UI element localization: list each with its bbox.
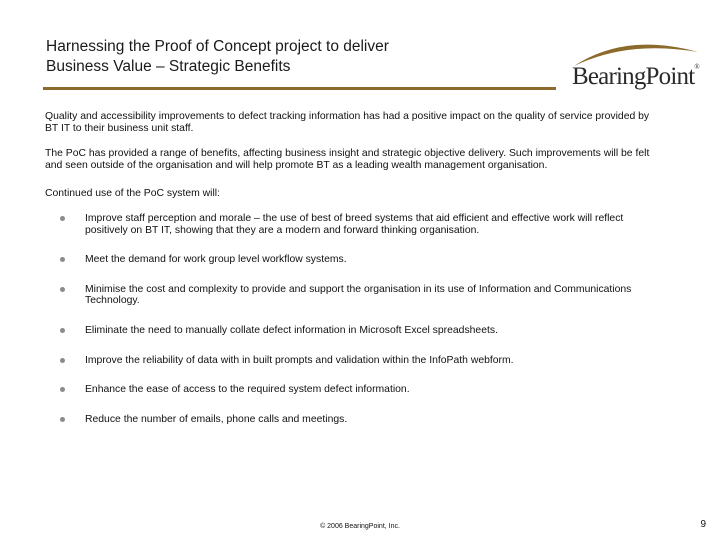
list-item xyxy=(45,414,665,426)
slide-body xyxy=(45,111,665,443)
logo-wordmark xyxy=(572,63,700,91)
bullet-icon xyxy=(60,287,65,292)
list-item xyxy=(45,213,665,236)
paragraph-continued-use: Continued use of the PoC system will: xyxy=(45,188,220,200)
list-item xyxy=(45,384,665,396)
title-line-1: Harnessing the Proof of Concept project to deliver xyxy=(46,38,389,55)
list-item xyxy=(45,325,665,337)
list-item-text: Minimise the cost and complexity to provide and support the organisation in its use of Information and Communications Technology. xyxy=(85,283,632,307)
bullet-icon xyxy=(60,387,65,392)
paragraph-benefits: The PoC has provided a range of benefits, affecting business insight and strategic objective delivery. Such improvements will be felt and seen outside of the organisation and will help promote BT as a leading wealth management organisation. xyxy=(45,148,650,171)
bullet-icon xyxy=(60,216,65,221)
list-item-text: Improve the reliability of data with in built prompts and validation within the InfoPath webform. xyxy=(85,354,514,366)
list-item-text: Eliminate the need to manually collate defect information in Microsoft Excel spreadsheets. xyxy=(85,324,498,336)
page-title xyxy=(46,37,566,77)
bearingpoint-logo xyxy=(566,38,704,98)
logo-text: BearingPoint xyxy=(572,63,695,90)
bullet-icon xyxy=(60,417,65,422)
list-item-text: Enhance the ease of access to the required system defect information. xyxy=(85,384,410,396)
list-item-text: Reduce the number of emails, phone calls and meetings. xyxy=(85,413,348,425)
page-number: 9 xyxy=(700,519,706,530)
bullet-icon xyxy=(60,257,65,262)
title-divider xyxy=(43,87,556,90)
paragraph-quality: Quality and accessibility improvements to defect tracking information has had a positive impact on the quality of service provided by BT IT to their business unit staff. xyxy=(45,111,650,134)
list-item xyxy=(45,254,665,266)
title-line-2: Business Value – Strategic Benefits xyxy=(46,58,291,75)
list-item-text: Improve staff perception and morale – the use of best of breed systems that aid efficient and effective work will reflect positively on BT IT, showing that they are a modern and forward thinking organisation. xyxy=(85,212,624,236)
list-item-text: Meet the demand for work group level workflow systems. xyxy=(85,254,347,266)
copyright-footer: © 2006 BearingPoint, Inc. xyxy=(320,523,400,530)
benefit-list xyxy=(45,213,665,425)
list-item xyxy=(45,284,665,307)
list-item xyxy=(45,355,665,367)
bullet-icon xyxy=(60,328,65,333)
bullet-icon xyxy=(60,358,65,363)
logo-trademark: ® xyxy=(694,63,700,71)
